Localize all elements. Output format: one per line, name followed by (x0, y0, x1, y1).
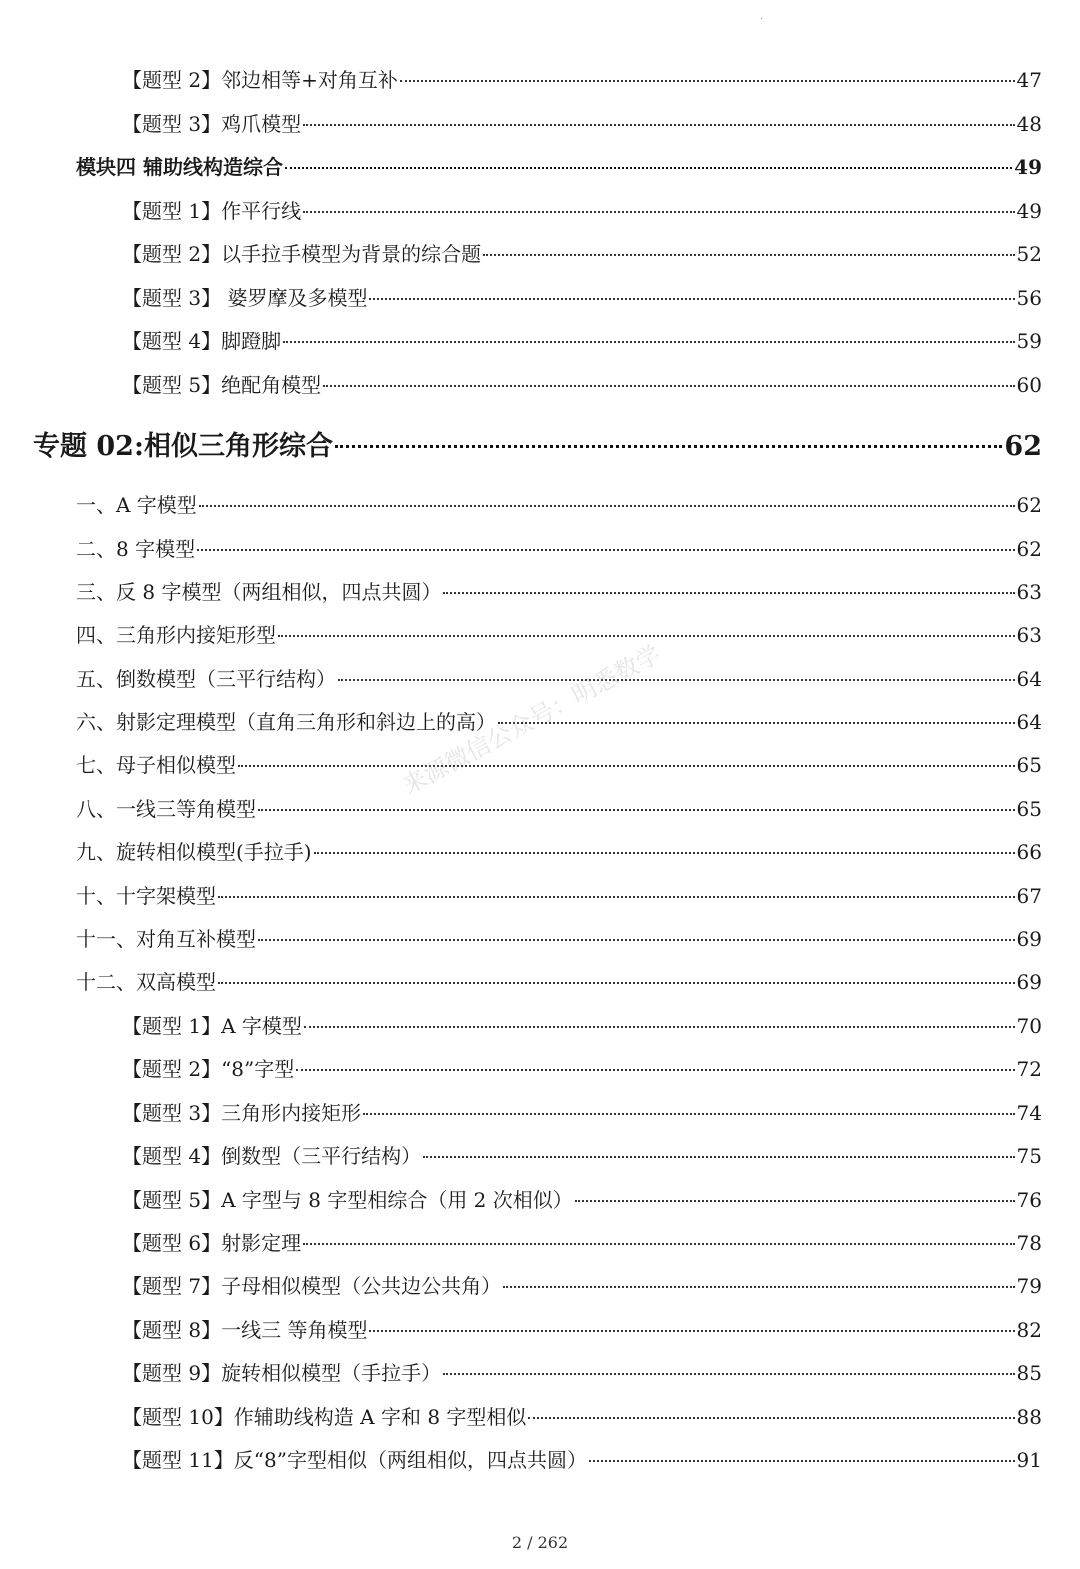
toc-entry-label: 二、8 字模型 (76, 537, 196, 561)
toc-leader (335, 445, 1002, 448)
toc-entry-page: 65 (1016, 753, 1042, 777)
toc-entry-label: 【题型 3】鸡爪模型 (122, 112, 302, 136)
toc-entry-page: 79 (1016, 1274, 1042, 1298)
toc-entry-page: 74 (1016, 1101, 1042, 1125)
toc-entry-page: 62 (1016, 537, 1042, 561)
toc-leader (303, 211, 1014, 213)
toc-entry[interactable] (122, 369, 1042, 398)
toc-entry-page: 62 (1004, 431, 1042, 462)
toc-leader (363, 1113, 1014, 1115)
toc-leader (303, 124, 1014, 126)
toc-leader (443, 592, 1014, 594)
toc-leader (258, 809, 1015, 811)
toc-entry-page: 69 (1016, 927, 1042, 951)
toc-entry-label: 【题型 4】脚蹬脚 (122, 329, 282, 353)
toc-entry-label: 【题型 9】旋转相似模型（手拉手） (122, 1361, 442, 1385)
toc-leader (503, 1286, 1014, 1288)
toc-entry[interactable] (122, 1010, 1042, 1039)
toc-leader (285, 167, 1012, 169)
toc-entry[interactable] (76, 836, 1042, 865)
toc-entry-label: 【题型 3】 婆罗摩及多模型 (122, 286, 368, 310)
toc-entry-label: 【题型 5】绝配角模型 (122, 373, 322, 397)
toc-entry-label: 【题型 11】反“8”字型相似（两组相似，四点共圆） (122, 1448, 587, 1472)
toc-entry-page: 60 (1016, 373, 1042, 397)
toc-leader (423, 1156, 1014, 1158)
toc-entry[interactable] (76, 966, 1042, 995)
toc-entry[interactable] (76, 793, 1042, 822)
toc-entry[interactable] (122, 1357, 1042, 1386)
toc-entry-page: 85 (1016, 1361, 1042, 1385)
toc-entry[interactable] (122, 282, 1042, 311)
toc-leader (483, 254, 1014, 256)
toc-leader (199, 505, 1015, 507)
toc-entry-page: 91 (1016, 1448, 1042, 1472)
toc-entry-label: 【题型 2】以手拉手模型为背景的综合题 (122, 242, 482, 266)
toc-entry-label: 【题型 8】一线三 等角模型 (122, 1318, 368, 1342)
toc-entry[interactable] (122, 64, 1042, 93)
toc-entry-label: 【题型 1】A 字模型 (122, 1014, 302, 1038)
toc-entry[interactable] (122, 238, 1042, 267)
toc-entry[interactable] (122, 1140, 1042, 1169)
toc-entry-page: 47 (1016, 68, 1042, 92)
toc-leader (218, 896, 1015, 898)
toc-entry-page: 56 (1016, 286, 1042, 310)
toc-entry[interactable] (76, 619, 1042, 648)
toc-entry-page: 62 (1016, 493, 1042, 517)
toc-leader (589, 1460, 1015, 1462)
toc-leader (369, 1330, 1014, 1332)
toc-entry-label: 十一、对角互补模型 (76, 927, 256, 951)
toc-entry[interactable] (76, 533, 1042, 562)
toc-entry[interactable] (122, 1401, 1042, 1430)
toc-entry-label: 【题型 2】“8”字型 (122, 1057, 295, 1081)
toc-entry-page: 59 (1016, 329, 1042, 353)
toc-entry-page: 64 (1016, 667, 1042, 691)
toc-entry-page: 65 (1016, 797, 1042, 821)
toc-leader (400, 80, 1015, 82)
toc-entry[interactable] (76, 576, 1042, 605)
toc-entry-page: 88 (1016, 1405, 1042, 1429)
toc-entry-label: 【题型 4】倒数型（三平行结构） (122, 1144, 422, 1168)
toc-entry-page: 76 (1016, 1188, 1042, 1212)
toc-entry-page: 70 (1016, 1014, 1042, 1038)
toc-entry[interactable] (122, 1053, 1042, 1082)
toc-leader (314, 852, 1015, 854)
toc-entry-page: 49 (1016, 199, 1042, 223)
toc-entry-page: 75 (1016, 1144, 1042, 1168)
toc-entry-label: 【题型 5】A 字型与 8 字型相综合（用 2 次相似） (122, 1188, 573, 1212)
toc-entry-label: 【题型 3】三角形内接矩形 (122, 1101, 362, 1125)
toc-entry[interactable] (122, 1097, 1042, 1126)
toc-leader (575, 1200, 1015, 1202)
toc-leader (283, 341, 1014, 343)
toc-entry-label: 八、一线三等角模型 (76, 797, 256, 821)
toc-entry-label: 【题型 1】作平行线 (122, 199, 302, 223)
toc-entry-page: 67 (1016, 884, 1042, 908)
toc-leader (296, 1069, 1014, 1071)
toc-entry-page: 48 (1016, 112, 1042, 136)
toc-entry-label: 【题型 7】子母相似模型（公共边公共角） (122, 1274, 502, 1298)
toc-entry[interactable] (122, 1314, 1042, 1343)
toc-leader (258, 939, 1015, 941)
toc-entry-page: 78 (1016, 1231, 1042, 1255)
toc-leader (303, 1243, 1014, 1245)
toc-entry-page: 49 (1014, 155, 1042, 179)
toc-entry[interactable] (122, 1227, 1042, 1256)
toc-entry[interactable] (122, 195, 1042, 224)
toc-entry-label: 十二、双高模型 (76, 970, 216, 994)
toc-entry[interactable] (76, 923, 1042, 952)
toc-leader (338, 679, 1015, 681)
toc-entry-page: 82 (1016, 1318, 1042, 1342)
toc-entry-page: 64 (1016, 710, 1042, 734)
toc-leader (238, 765, 1015, 767)
toc-leader (528, 1417, 1014, 1419)
toc-entry-label: 【题型 2】邻边相等+对角互补 (122, 68, 398, 92)
toc-module-entry[interactable] (76, 151, 1042, 180)
toc-entry-page: 63 (1016, 623, 1042, 647)
toc-entry-label: 一、A 字模型 (76, 493, 197, 517)
toc-entry-label: 【题型 10】作辅助线构造 A 字和 8 字型相似 (122, 1405, 527, 1429)
toc-entry[interactable] (122, 108, 1042, 137)
watermark: 来源微信公众号：明悉数学 (397, 640, 666, 801)
toc-entry-page: 52 (1016, 242, 1042, 266)
corner-mark: · (760, 14, 764, 25)
toc-entry[interactable] (76, 880, 1042, 909)
toc-entry-label: 模块四 辅助线构造综合 (76, 155, 283, 179)
toc-entry-label: 【题型 6】射影定理 (122, 1231, 302, 1255)
toc-leader (498, 722, 1015, 724)
toc-leader (443, 1373, 1014, 1375)
toc-entry-label: 七、母子相似模型 (76, 753, 236, 777)
toc-leader (197, 549, 1014, 551)
toc-chapter-entry[interactable] (33, 424, 1042, 463)
toc-entry-page: 63 (1016, 580, 1042, 604)
toc-entry[interactable] (122, 1270, 1042, 1299)
toc-entry-page: 72 (1016, 1057, 1042, 1081)
toc-entry-label: 六、射影定理模型（直角三角形和斜边上的高） (76, 710, 496, 734)
toc-entry[interactable] (76, 489, 1042, 518)
toc-leader (304, 1026, 1015, 1028)
toc-entry-label: 十、十字架模型 (76, 884, 216, 908)
toc-entry-label: 三、反 8 字模型（两组相似，四点共圆） (76, 580, 442, 604)
toc-entry-label: 九、旋转相似模型(手拉手) (76, 840, 312, 864)
toc-leader (323, 385, 1014, 387)
toc-entry[interactable] (122, 325, 1042, 354)
toc-entry[interactable] (122, 1184, 1042, 1213)
toc-leader (218, 982, 1015, 984)
toc-leader (369, 298, 1014, 300)
toc-entry-page: 66 (1016, 840, 1042, 864)
toc-entry-label: 四、三角形内接矩形型 (76, 623, 276, 647)
toc-entry[interactable] (122, 1444, 1042, 1473)
page-number: 2 / 262 (511, 1533, 569, 1552)
toc-entry-label: 专题 02:相似三角形综合 (33, 431, 333, 462)
toc-entry-label: 五、倒数模型（三平行结构） (76, 667, 336, 691)
toc-entry[interactable] (76, 749, 1042, 778)
toc-entry-page: 69 (1016, 970, 1042, 994)
